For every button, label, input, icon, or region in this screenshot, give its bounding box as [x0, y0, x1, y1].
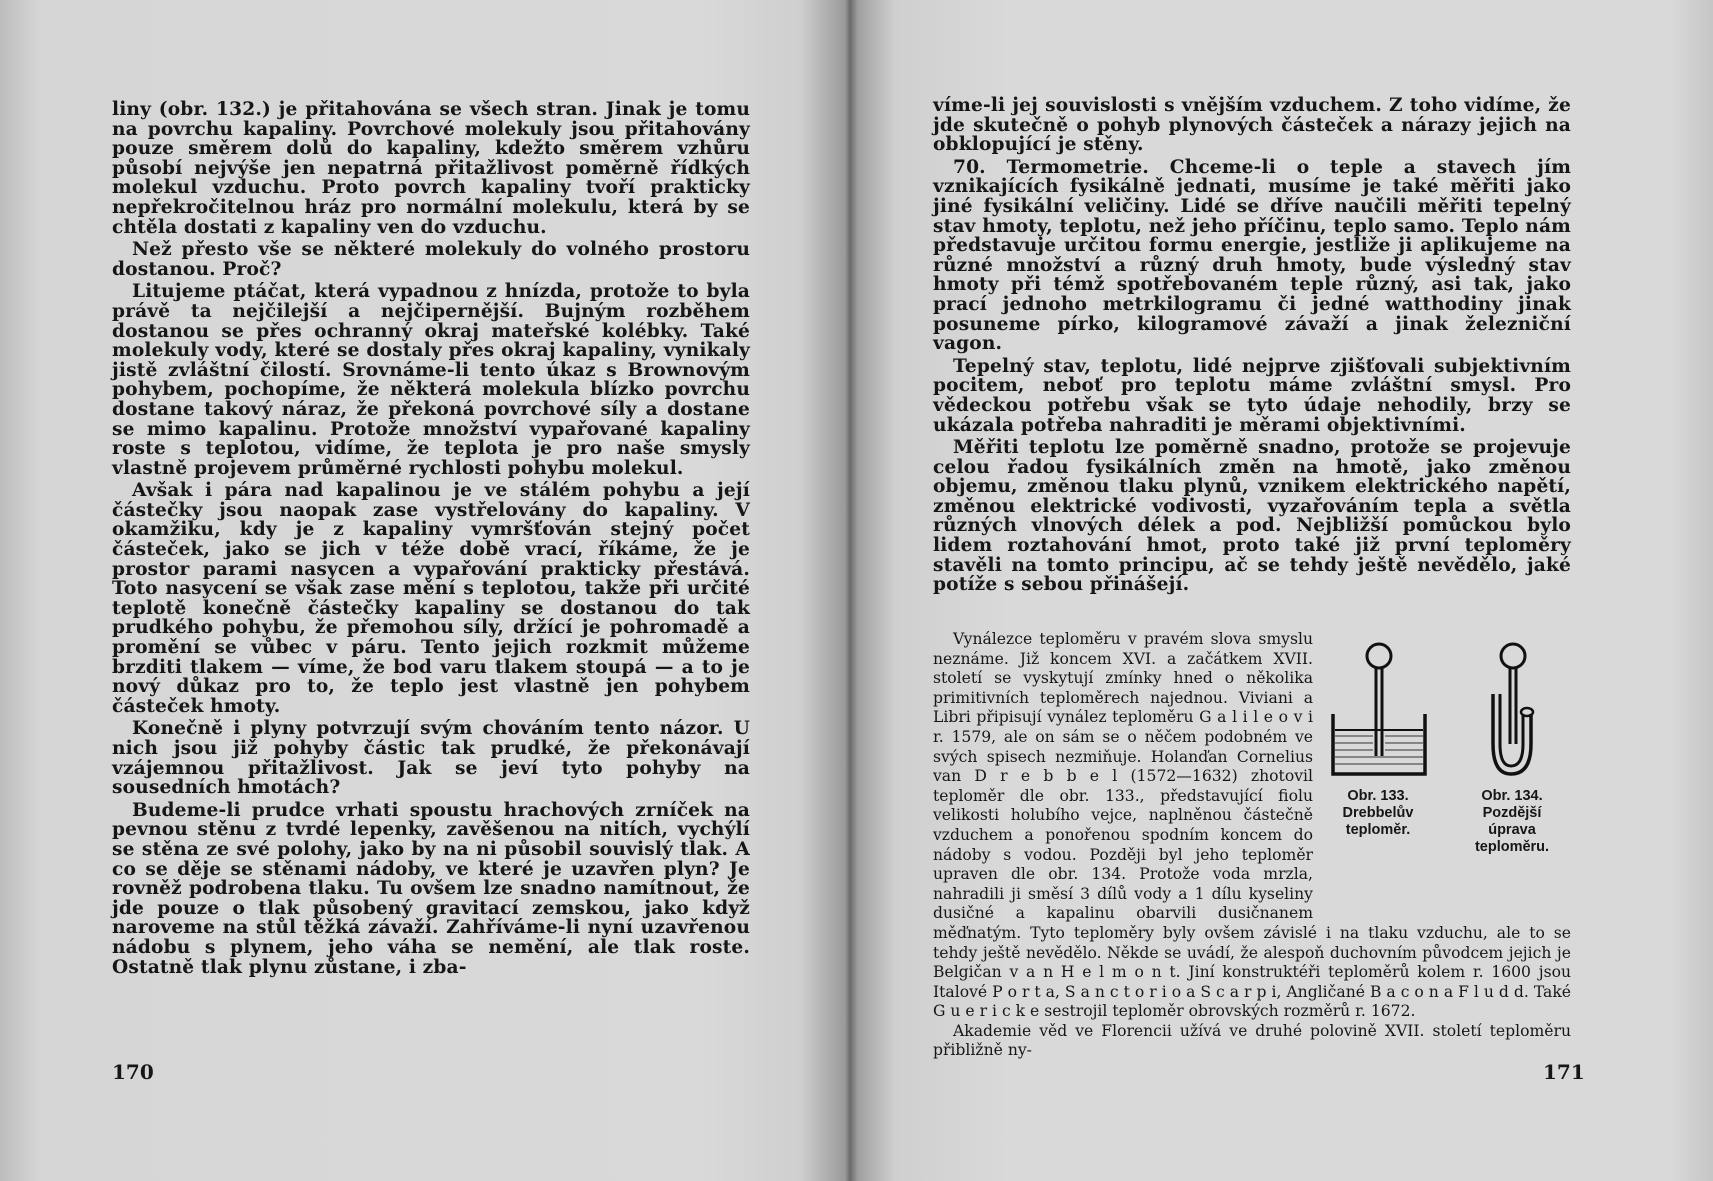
figure-area: [1323, 634, 1571, 909]
paragraph: Než přesto vše se některé molekuly do volného prostoru dostanou. Proč?: [112, 239, 750, 280]
small-paragraph: Vynálezce teploměru v pravém slova smyslu neznáme. Již koncem XVI. a začátkem XVII. století se vyskytují zmínky hned o několika primitivních teploměrech najednou. Viviani a Libri připisují vynález teploměru G a l i l e o v i r. 1579, ale on sám se o něčem podobném ve svých spisech nezmiňuje. Holanďan Cornelius van D r e b b e l (1572—1632) zhotovil teploměr dle obr. 133., představující fiolu velikosti holubího vejce, naplněnou částečně vzduchem a ponořenou spodním koncem do nádoby s vodou. Později byl jeho teploměr upraven dle obr. 134. Protože voda mrzla, nahradili ji směsí 3 dílů vody a 1 dílu kyseliny dusičné a kapalinu obarvili dusičnanem měďnatým. Tyto teploměry byly ovšem závislé i na tlaku vzduchu, ale to se tehdy ještě nevědělo. Někde se uvádí, že alespoň duchovním původcem jejich je Belgičan v a n H e l m o n t. Jiní konstruktéři teploměrů kolem r. 1600 jsou Italové P o r t a, S a n c t o r i o a S c a r p i, Angličané B a c o n a F l u d d. Také G u e r i c k e sestrojil teploměr obrovských rozměrů r. 1672.: [933, 630, 1571, 1021]
paragraph: Konečně i plyny potvrzují svým chováním tento názor. U nich jsou již pohyby částic tak prudké, že překonávají vzájemnou přitažlivost. Jak se jeví tyto pohyby na sousedních hmotách?: [112, 718, 750, 799]
figure-caption: Obr. 134. Pozdější úprava teploměru.: [1474, 788, 1550, 855]
paragraph: víme-li jej souvislosti s vnějším vzduchem. Z toho vidíme, že jde skutečně o pohyb plynových částeček a nárazy jejich na obklopující je stěny.: [933, 95, 1571, 156]
right-page: [850, 0, 1713, 1181]
page-number: 171: [1543, 1060, 1585, 1084]
section-paragraph: [933, 158, 1571, 354]
u-tube-thermometer-icon: [1453, 634, 1571, 784]
paragraph: Budeme-li prudce vrhati spoustu hrachových zrníček na pevnou stěnu z tvrdé lepenky, zavěšenou na nitích, vychýlí se stěna ze své polohy, jako by na ni působil souvislý tlak. A co se děje se stěnami nádoby, ve které je uzavřen plyn? Je rovněž podrobena tlaku. Tu ovšem lze snadno namítnout, že jde pouze o tlak působený gravitací zemskou, jako když naroveme na stůl těžká závaží. Zahříváme-li nyní uzavřenou nádobu s plynem, jeho váha se nemění, ale tlak roste. Ostatně tlak plynu zůstane, i zba-: [112, 799, 750, 978]
paragraph: liny (obr. 132.) je přitahována se všech stran. Jinak je tomu na povrchu kapaliny. Povrchové molekuly jsou přitahovány pouze směrem dolů do kapaliny, kdežto směrem vzhůru působí nejvýše jen nepatrná přitažlivost poměrně řídkých molekul vzduchu. Proto povrch kapaliny tvoří prakticky nepřekročitelnou hráz pro normální molekulu, která by se chtěla dostati z kapaliny ven do vzduchu.: [112, 99, 750, 238]
section-number: 70.: [953, 156, 986, 178]
figure-caption: Obr. 133. Drebbelův teploměr.: [1342, 788, 1414, 838]
figure-133: [1323, 634, 1433, 839]
paragraph: Avšak i pára nad kapalinou je ve stálém pohybu a její částečky jsou naopak zase vystřelovány do kapaliny. V okamžiku, kdy je z kapaliny vymršťován stejný počet částeček, jako se jich v téže době vrací, říkáme, že je prostor parami nasycen a vypařování prakticky přestává. Toto nasycení se však zase mění s teplotou, takže při určité teplotě konečně částečky kapaliny se dostanou do tak prudkého pohybu, že přemohou síly, držící je pohromadě a promění se vůbec v páru. Tento jejich rozkmit můžeme brzditi tlakem — víme, že bod varu tlakem stoupá — a to je nový důkaz pro to, že teplo jest vlastně jen pohybem částeček hmoty.: [112, 480, 750, 717]
figure-134: [1453, 634, 1571, 856]
left-page-body: [112, 100, 750, 977]
paragraph: Měřiti teplotu lze poměrně snadno, protože se projevuje celou řadou fysikálních změn na hmotě, jako změnou objemu, změnou tlaku plynů, vznikem elektrického napětí, změnou elektrické vodivosti, vyzařováním tepla a světla různých vlnových délek a pod. Nejbližší pomůckou bylo lidem roztahování hmot, proto také již první teploměry stavěli na tomto principu, ač se tehdy ještě nevědělo, jaké potíže s sebou přinášejí.: [933, 437, 1571, 596]
drebbel-thermometer-icon: [1323, 634, 1433, 784]
right-page-body: [933, 96, 1571, 595]
section-title: Termometrie.: [1006, 156, 1150, 178]
paragraph-text: Chceme-li o teple a stavech jím vznikajících fysikálně jednati, musíme je také měřiti jako jiné fysikální veličiny. Lidé se dříve naučili měřiti tepelný stav hmoty, teplotu, než jeho příčinu, teplo samo. Teplo nám představuje určitou formu energie, jestliže ji aplikujeme na různé množství a různý druh hmoty, bude výsledný stav hmoty při témž spotřebovaném teple různý, asi tak, jako prací jednoho metrkilogramu či jedné watthodiny jinak posuneme pírko, kilogramové závaží a jinak železniční vagon.: [933, 156, 1572, 355]
paragraph: Litujeme ptáčat, která vypadnou z hnízda, protože to byla právě ta nejčilejší a nejčipernější. Bujným rozběhem dostanou se přes ochranný okraj mateřské kolébky. Také molekuly vody, které se dostaly přes okraj kapaliny, vynikaly jistě zvláštní čilostí. Srovnáme-li tento úkaz s Brownovým pohybem, pochopíme, že některá molekula blízko povrchu dostane takový náraz, že překoná povrchové síly a dostane se mimo kapalinu. Protože množství vypařované kapaliny roste s teplotou, vidíme, že teplota je pro naše smysly vlastně projevem průměrné rychlosti pohybu molekul.: [112, 281, 750, 479]
paragraph: Tepelný stav, teplotu, lidé nejprve zjišťovali subjektivním pocitem, neboť pro teplotu máme zvláštní smysl. Pro vědeckou potřebu však se tyto údaje nehodily, brzy se ukázala potřeba nahraditi je měrami objektivními.: [933, 355, 1571, 436]
left-page: [0, 0, 850, 1181]
page-number: 170: [112, 1060, 154, 1084]
small-print-section: [933, 630, 1571, 1061]
small-paragraph: Akademie věd ve Florencii užívá ve druhé polovině XVII. století teploměru přibližně ny-: [933, 1021, 1571, 1060]
